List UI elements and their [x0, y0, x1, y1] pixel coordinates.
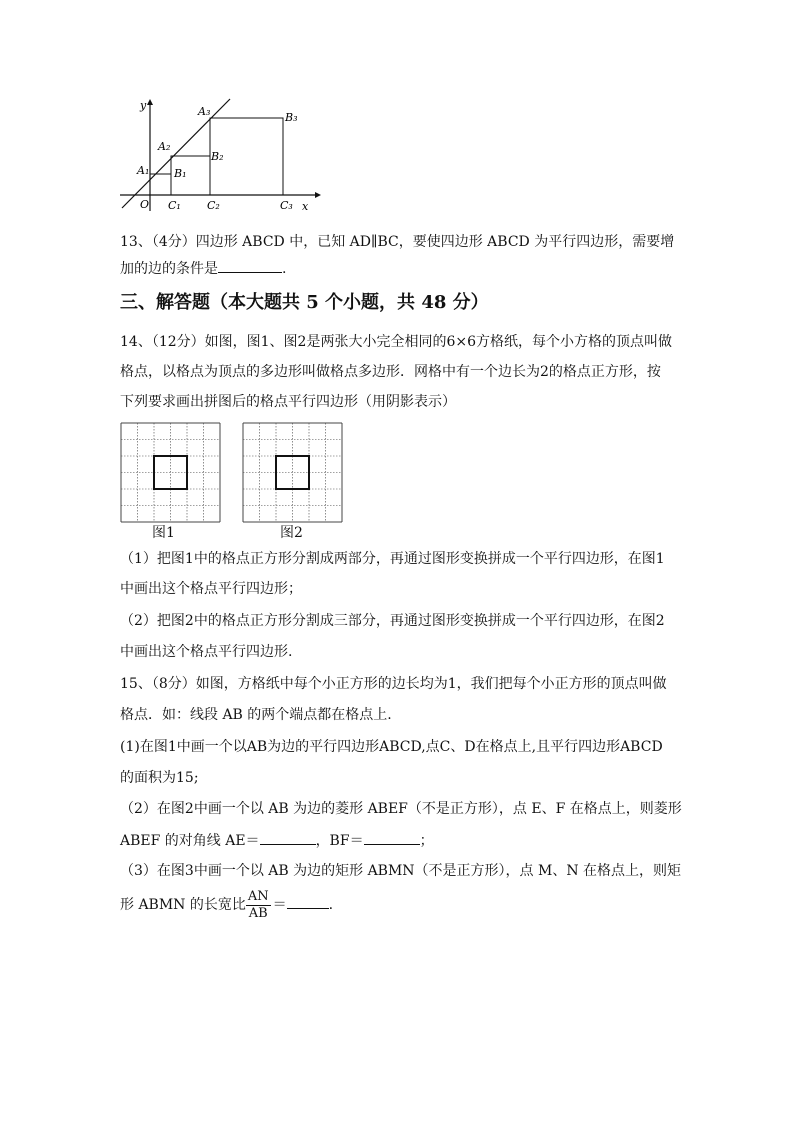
- label-x: x: [302, 200, 309, 213]
- q13-line2: [120, 258, 286, 279]
- q15-p3-line2: [120, 888, 333, 922]
- q14-p2-line1: （2）把图2中的格点正方形分割成三部分，再通过图形变换拼成一个平行四边形，在图2: [120, 613, 665, 629]
- q13-line2-end: .: [282, 261, 287, 277]
- label-c3: C₃: [280, 199, 293, 212]
- q13-line2-text: 加的边的条件是: [120, 261, 218, 277]
- q13-line1: 13、（4分）四边形 ABCD 中，已知 AD∥BC，要使四边形 ABCD 为平行四边形，需要增: [120, 234, 675, 250]
- label-c1: C₁: [168, 199, 181, 212]
- q14-p2-line2: 中画出这个格点平行四边形.: [120, 644, 293, 660]
- label-y: y: [140, 99, 147, 112]
- q15-line1: 15、（8分）如图，方格纸中每个小正方形的边长均为1，我们把每个小正方形的顶点叫做: [120, 676, 667, 692]
- fraction-numerator: AN: [247, 888, 269, 904]
- fraction-denominator: AB: [248, 905, 268, 921]
- label-b2: B₂: [211, 150, 224, 163]
- q14-line3: 下列要求画出拼图后的格点平行四边形（用阴影表示）: [120, 394, 456, 410]
- q15-p2-line2: [120, 830, 434, 851]
- x-axis-arrow: [315, 192, 321, 198]
- y-axis-arrow: [147, 99, 153, 105]
- q13-answer-blank[interactable]: [218, 258, 282, 273]
- label-o: O: [140, 198, 150, 211]
- label-a3: A₃: [198, 105, 211, 118]
- coordinate-figure: [110, 95, 330, 215]
- q15-p2-text-c: ；: [419, 833, 434, 849]
- grid-figure-1: [120, 422, 222, 524]
- bf-answer-blank[interactable]: [364, 830, 420, 845]
- q14-line1: 14、（12分）如图，图1、图2是两张大小完全相同的6×6方格纸，每个小方格的顶点叫做: [120, 334, 672, 350]
- q14-line2: 格点，以格点为顶点的多边形叫做格点多边形．网格中有一个边长为2的格点正方形，按: [120, 364, 661, 380]
- fig2-label: 图2: [280, 525, 303, 541]
- ratio-answer-blank[interactable]: [287, 894, 329, 909]
- label-a2: A₂: [158, 140, 171, 153]
- q15-p3-text-c: .: [328, 897, 334, 913]
- q15-p3-text-a: 形 ABMN 的长宽比: [120, 897, 246, 913]
- q15-p3-line1: （3）在图3中画一个以 AB 为边的矩形 ABMN（不是正方形），点 M、N 在格点上，则矩: [120, 863, 682, 879]
- q15-p2-text-a: ABEF 的对角线 AE＝: [120, 833, 260, 849]
- q14-p1-line2: 中画出这个格点平行四边形；: [120, 581, 302, 597]
- q15-p1-line1: (1)在图1中画一个以AB为边的平行四边形ABCD,点C、D在格点上,且平行四边形ABCD: [120, 739, 663, 755]
- q15-p2-text-b: ，BF＝: [315, 833, 364, 849]
- section-3-title: 三、解答题（本大题共 5 个小题，共 48 分）: [120, 292, 489, 313]
- q15-p1-line2: 的面积为15;: [120, 770, 199, 786]
- label-a1: A₁: [137, 164, 150, 177]
- fig1-label: 图1: [152, 525, 175, 541]
- fraction-an-ab: [246, 889, 271, 922]
- q15-p3-text-b: ＝: [272, 897, 287, 913]
- label-b1: B₁: [174, 167, 187, 180]
- q15-line2: 格点．如：线段 AB 的两个端点都在格点上.: [120, 707, 392, 723]
- label-c2: C₂: [207, 199, 220, 212]
- grid-figure-2: [242, 422, 344, 524]
- q15-p2-line1: （2）在图2中画一个以 AB 为边的菱形 ABEF（不是正方形），点 E、F 在格点上，则菱形: [120, 801, 682, 817]
- ae-answer-blank[interactable]: [260, 830, 316, 845]
- label-b3: B₃: [285, 111, 298, 124]
- q14-p1-line1: （1）把图1中的格点正方形分割成两部分，再通过图形变换拼成一个平行四边形，在图1: [120, 551, 665, 567]
